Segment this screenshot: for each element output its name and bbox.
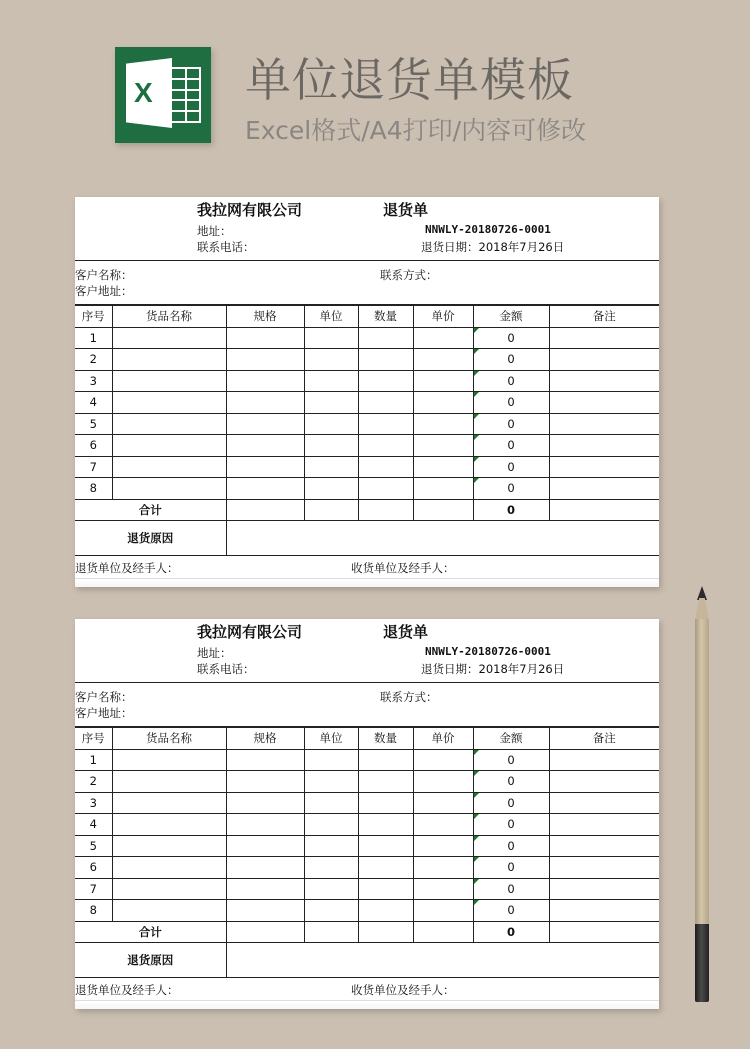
table-cell[interactable] xyxy=(358,771,413,793)
table-cell[interactable] xyxy=(304,814,358,836)
table-row xyxy=(75,771,659,793)
table-cell[interactable] xyxy=(226,792,304,814)
table-row xyxy=(75,835,659,857)
table-cell[interactable] xyxy=(304,835,358,857)
remark-cell[interactable] xyxy=(549,370,659,392)
table-cell[interactable] xyxy=(358,878,413,900)
customer-address-label: 客户地址： xyxy=(75,706,133,720)
table-cell[interactable] xyxy=(304,327,358,349)
table-cell[interactable] xyxy=(358,327,413,349)
row-number: 8 xyxy=(75,478,112,500)
signature-row xyxy=(75,556,659,579)
items-table xyxy=(75,727,659,978)
row-number: 3 xyxy=(75,792,112,814)
table-cell[interactable] xyxy=(358,835,413,857)
customer-address-label: 客户地址： xyxy=(75,284,133,298)
excel-icon xyxy=(115,47,211,143)
reason-label: 退货原因 xyxy=(75,943,226,978)
row-number: 8 xyxy=(75,900,112,922)
table-cell[interactable] xyxy=(413,327,473,349)
table-row xyxy=(75,857,659,879)
table-row xyxy=(75,878,659,900)
form-title: 退货单 xyxy=(383,623,429,641)
table-cell[interactable] xyxy=(226,349,304,371)
column-header: 金额 xyxy=(473,306,549,328)
table-cell[interactable] xyxy=(358,792,413,814)
table-cell[interactable] xyxy=(112,392,226,414)
table-row xyxy=(75,370,659,392)
amount-cell[interactable]: 0 xyxy=(473,835,549,857)
table-cell[interactable] xyxy=(358,749,413,771)
column-header: 备注 xyxy=(549,306,659,328)
remark-cell[interactable] xyxy=(549,814,659,836)
table-cell[interactable] xyxy=(112,814,226,836)
form-title: 退货单 xyxy=(383,201,429,219)
table-cell[interactable] xyxy=(112,900,226,922)
row-number: 1 xyxy=(75,749,112,771)
amount-cell[interactable]: 0 xyxy=(473,814,549,836)
amount-cell[interactable]: 0 xyxy=(473,349,549,371)
amount-cell[interactable]: 0 xyxy=(473,370,549,392)
remark-cell[interactable] xyxy=(549,792,659,814)
column-header: 单价 xyxy=(413,728,473,750)
table-cell[interactable] xyxy=(226,900,304,922)
table-cell[interactable] xyxy=(413,900,473,922)
column-header: 规格 xyxy=(226,306,304,328)
table-cell[interactable] xyxy=(304,792,358,814)
table-cell[interactable] xyxy=(304,478,358,500)
row-number: 6 xyxy=(75,435,112,457)
table-cell[interactable] xyxy=(226,327,304,349)
column-header: 单位 xyxy=(304,728,358,750)
customer-name-label: 客户名称： xyxy=(75,268,133,282)
reason-label: 退货原因 xyxy=(75,521,226,556)
table-cell[interactable] xyxy=(358,478,413,500)
column-header: 单位 xyxy=(304,306,358,328)
row-number: 6 xyxy=(75,857,112,879)
customer-info xyxy=(75,683,659,727)
table-cell[interactable] xyxy=(226,478,304,500)
table-row xyxy=(75,327,659,349)
amount-cell[interactable]: 0 xyxy=(473,792,549,814)
table-cell[interactable] xyxy=(304,456,358,478)
amount-cell[interactable]: 0 xyxy=(473,900,549,922)
table-cell[interactable] xyxy=(358,857,413,879)
row-number: 1 xyxy=(75,327,112,349)
formula-indicator-icon xyxy=(474,392,479,397)
amount-cell[interactable]: 0 xyxy=(473,435,549,457)
table-cell[interactable] xyxy=(358,435,413,457)
total-amount: 0 xyxy=(473,499,549,521)
table-row xyxy=(75,456,659,478)
table-cell[interactable] xyxy=(358,349,413,371)
table-row xyxy=(75,478,659,500)
table-cell[interactable] xyxy=(358,370,413,392)
table-cell[interactable] xyxy=(358,814,413,836)
amount-cell[interactable]: 0 xyxy=(473,749,549,771)
table-cell[interactable] xyxy=(112,349,226,371)
contact-label: 联系方式： xyxy=(380,690,438,704)
total-label: 合计 xyxy=(75,499,226,521)
excel-grid-shape xyxy=(170,67,201,123)
table-cell[interactable] xyxy=(413,771,473,793)
row-number: 4 xyxy=(75,814,112,836)
row-number: 5 xyxy=(75,835,112,857)
remark-cell[interactable] xyxy=(549,835,659,857)
column-header: 金额 xyxy=(473,728,549,750)
table-cell[interactable] xyxy=(226,456,304,478)
remark-cell[interactable] xyxy=(549,771,659,793)
table-cell[interactable] xyxy=(304,900,358,922)
remark-cell[interactable] xyxy=(549,900,659,922)
table-cell[interactable] xyxy=(226,771,304,793)
formula-indicator-icon xyxy=(474,814,479,819)
company-name: 我拉网有限公司 xyxy=(197,201,303,219)
column-header: 规格 xyxy=(226,728,304,750)
table-cell[interactable] xyxy=(112,749,226,771)
return-form-sheet xyxy=(75,619,659,1009)
table-cell[interactable] xyxy=(112,835,226,857)
column-header: 数量 xyxy=(358,306,413,328)
pencil-icon xyxy=(693,586,711,1006)
column-header: 数量 xyxy=(358,728,413,750)
formula-indicator-icon xyxy=(474,328,479,333)
table-cell[interactable] xyxy=(112,327,226,349)
table-cell[interactable] xyxy=(112,435,226,457)
table-row xyxy=(75,749,659,771)
returner-label: 退货单位及经手人： xyxy=(75,983,179,997)
formula-indicator-icon xyxy=(474,478,479,483)
row-number: 7 xyxy=(75,456,112,478)
total-label: 合计 xyxy=(75,921,226,943)
customer-info xyxy=(75,261,659,305)
remark-cell[interactable] xyxy=(549,749,659,771)
table-cell[interactable] xyxy=(413,392,473,414)
amount-cell[interactable]: 0 xyxy=(473,878,549,900)
table-cell[interactable] xyxy=(413,857,473,879)
table-cell[interactable] xyxy=(226,835,304,857)
remark-cell[interactable] xyxy=(549,392,659,414)
formula-indicator-icon xyxy=(474,857,479,862)
reason-row xyxy=(75,943,659,978)
table-cell[interactable] xyxy=(226,749,304,771)
table-header-row xyxy=(75,728,659,750)
table-cell[interactable] xyxy=(304,392,358,414)
table-cell[interactable] xyxy=(304,435,358,457)
formula-indicator-icon xyxy=(474,879,479,884)
table-cell[interactable] xyxy=(413,435,473,457)
table-cell[interactable] xyxy=(413,478,473,500)
table-cell[interactable] xyxy=(112,370,226,392)
table-row xyxy=(75,435,659,457)
column-header: 货品名称 xyxy=(112,728,226,750)
table-row xyxy=(75,792,659,814)
table-cell[interactable] xyxy=(304,413,358,435)
amount-cell[interactable]: 0 xyxy=(473,456,549,478)
formula-indicator-icon xyxy=(474,371,479,376)
receiver-label: 收货单位及经手人： xyxy=(351,983,455,997)
table-cell[interactable] xyxy=(226,857,304,879)
table-cell[interactable] xyxy=(112,792,226,814)
return-date: 退货日期：2018年7月26日 xyxy=(421,662,565,676)
amount-cell[interactable]: 0 xyxy=(473,771,549,793)
table-cell[interactable] xyxy=(226,814,304,836)
table-cell[interactable] xyxy=(413,749,473,771)
receiver-label: 收货单位及经手人： xyxy=(351,561,455,575)
formula-indicator-icon xyxy=(474,836,479,841)
remark-cell[interactable] xyxy=(549,857,659,879)
formula-indicator-icon xyxy=(474,793,479,798)
table-row xyxy=(75,900,659,922)
formula-indicator-icon xyxy=(474,900,479,905)
formula-indicator-icon xyxy=(474,771,479,776)
table-cell[interactable] xyxy=(112,857,226,879)
column-header: 备注 xyxy=(549,728,659,750)
table-cell[interactable] xyxy=(226,878,304,900)
table-cell[interactable] xyxy=(226,413,304,435)
reason-row xyxy=(75,521,659,556)
amount-cell[interactable]: 0 xyxy=(473,413,549,435)
row-number: 2 xyxy=(75,349,112,371)
formula-indicator-icon xyxy=(474,349,479,354)
amount-cell[interactable]: 0 xyxy=(473,392,549,414)
remark-cell[interactable] xyxy=(549,478,659,500)
remark-cell[interactable] xyxy=(549,413,659,435)
table-cell[interactable] xyxy=(413,370,473,392)
row-number: 5 xyxy=(75,413,112,435)
table-row xyxy=(75,413,659,435)
column-header: 单价 xyxy=(413,306,473,328)
document-number: NNWLY-20180726-0001 xyxy=(425,645,551,658)
address-label: 地址： xyxy=(197,224,232,238)
table-cell[interactable] xyxy=(358,413,413,435)
table-cell[interactable] xyxy=(304,857,358,879)
remark-cell[interactable] xyxy=(549,878,659,900)
items-table xyxy=(75,305,659,556)
table-cell[interactable] xyxy=(226,370,304,392)
table-cell[interactable] xyxy=(413,349,473,371)
return-date: 退货日期：2018年7月26日 xyxy=(421,240,565,254)
table-cell[interactable] xyxy=(304,349,358,371)
table-cell[interactable] xyxy=(112,456,226,478)
form-header xyxy=(75,197,659,261)
total-row xyxy=(75,921,659,943)
amount-cell[interactable]: 0 xyxy=(473,478,549,500)
row-number: 2 xyxy=(75,771,112,793)
formula-indicator-icon xyxy=(474,435,479,440)
page-title: 单位退货单模板 xyxy=(245,53,574,107)
customer-name-label: 客户名称： xyxy=(75,690,133,704)
table-cell[interactable] xyxy=(112,478,226,500)
table-cell[interactable] xyxy=(358,392,413,414)
returner-label: 退货单位及经手人： xyxy=(75,561,179,575)
reason-input[interactable] xyxy=(226,521,659,556)
table-cell[interactable] xyxy=(413,456,473,478)
remark-cell[interactable] xyxy=(549,327,659,349)
row-number: 7 xyxy=(75,878,112,900)
formula-indicator-icon xyxy=(474,750,479,755)
row-number: 4 xyxy=(75,392,112,414)
table-cell[interactable] xyxy=(112,878,226,900)
contact-label: 联系方式： xyxy=(380,268,438,282)
table-cell[interactable] xyxy=(358,900,413,922)
column-header: 序号 xyxy=(75,306,112,328)
total-row xyxy=(75,499,659,521)
table-row xyxy=(75,349,659,371)
reason-input[interactable] xyxy=(226,943,659,978)
table-cell[interactable] xyxy=(226,392,304,414)
column-header: 货品名称 xyxy=(112,306,226,328)
row-number: 3 xyxy=(75,370,112,392)
page-subtitle: Excel格式/A4打印/内容可修改 xyxy=(245,116,587,145)
table-cell[interactable] xyxy=(304,878,358,900)
table-header-row xyxy=(75,306,659,328)
table-cell[interactable] xyxy=(358,456,413,478)
table-cell[interactable] xyxy=(413,878,473,900)
company-name: 我拉网有限公司 xyxy=(197,623,303,641)
table-cell[interactable] xyxy=(413,835,473,857)
phone-label: 联系电话： xyxy=(197,240,255,254)
table-cell[interactable] xyxy=(304,771,358,793)
table-cell[interactable] xyxy=(226,435,304,457)
table-cell[interactable] xyxy=(413,792,473,814)
form-header xyxy=(75,619,659,683)
table-cell[interactable] xyxy=(112,771,226,793)
formula-indicator-icon xyxy=(474,457,479,462)
column-header: 序号 xyxy=(75,728,112,750)
remark-cell[interactable] xyxy=(549,435,659,457)
remark-cell[interactable] xyxy=(549,456,659,478)
table-cell[interactable] xyxy=(304,370,358,392)
return-form-sheet xyxy=(75,197,659,587)
signature-row xyxy=(75,978,659,1001)
table-cell[interactable] xyxy=(413,413,473,435)
amount-cell[interactable]: 0 xyxy=(473,857,549,879)
total-amount: 0 xyxy=(473,921,549,943)
table-cell[interactable] xyxy=(413,814,473,836)
document-number: NNWLY-20180726-0001 xyxy=(425,223,551,236)
excel-x-letter: X xyxy=(134,77,153,108)
table-cell[interactable] xyxy=(112,413,226,435)
table-row xyxy=(75,814,659,836)
address-label: 地址： xyxy=(197,646,232,660)
table-cell[interactable] xyxy=(304,749,358,771)
remark-cell[interactable] xyxy=(549,349,659,371)
formula-indicator-icon xyxy=(474,414,479,419)
phone-label: 联系电话： xyxy=(197,662,255,676)
table-row xyxy=(75,392,659,414)
amount-cell[interactable]: 0 xyxy=(473,327,549,349)
